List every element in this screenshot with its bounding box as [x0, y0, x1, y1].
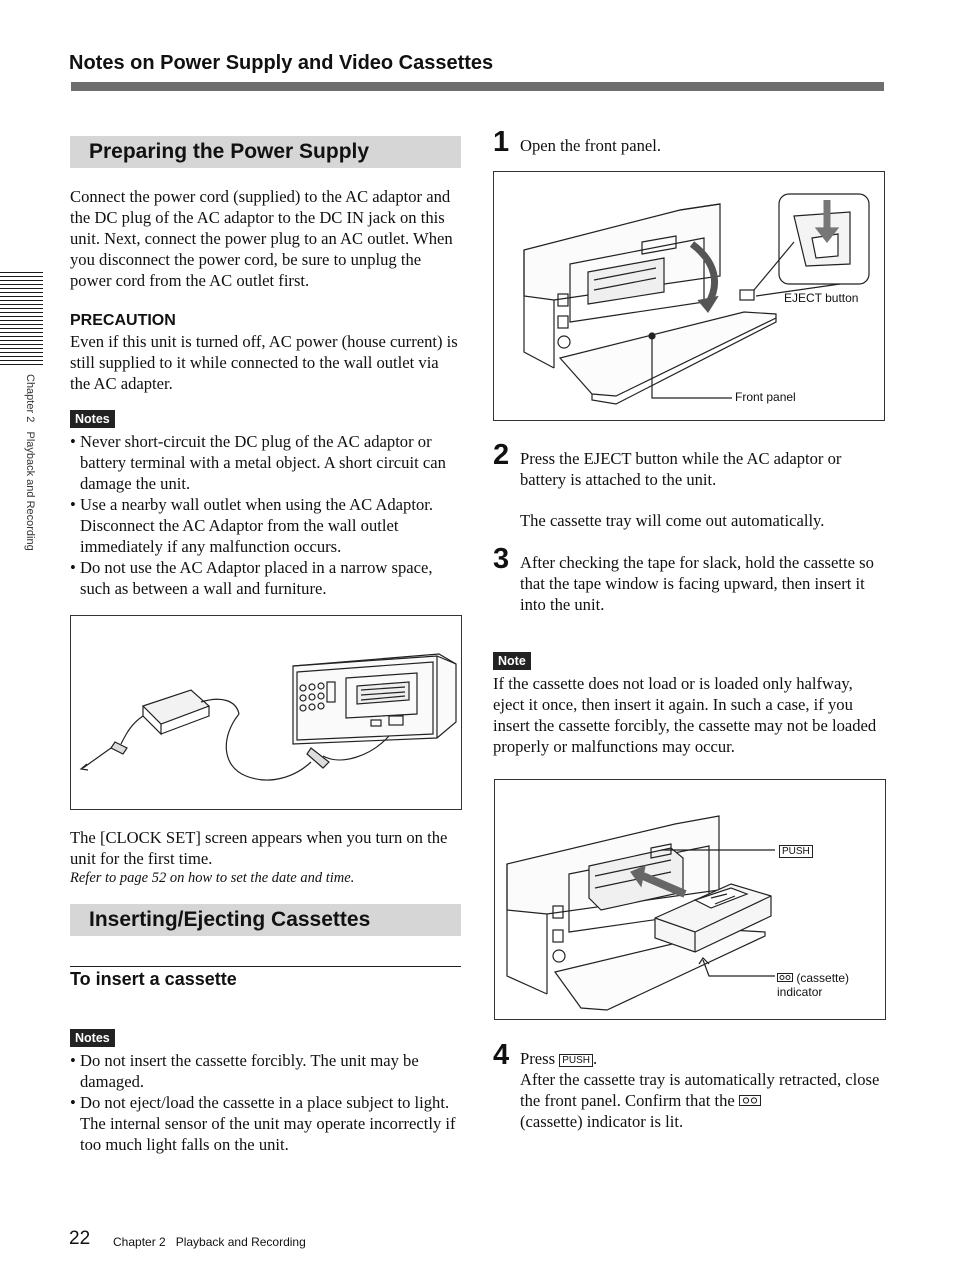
step-number-3: 3	[493, 543, 510, 575]
insert-cassette-figure	[494, 779, 886, 1020]
step-number-1: 1	[493, 126, 510, 158]
list-item: • Use a nearby wall outlet when using the AC Adaptor. Disconnect the AC Adaptor from the wall outlet immediately if any malfunction occurs.	[70, 494, 462, 557]
step-2-subtext: The cassette tray will come out automatically.	[520, 511, 825, 530]
clock-set-text: The [CLOCK SET] screen appears when you turn on the unit for the first time.	[70, 828, 448, 868]
step-number-4: 4	[493, 1039, 510, 1071]
list-item: • Do not use the AC Adaptor placed in a narrow space, such as between a wall and furniture.	[70, 557, 462, 599]
cassette-notes-list	[70, 1050, 462, 1155]
side-tab-text: Chapter 2 Playback and Recording	[24, 374, 36, 551]
clock-set-reference[interactable]: Refer to page 52 on how to set the date and time.	[70, 870, 355, 886]
title-rule	[71, 82, 884, 91]
list-item: • Do not insert the cassette forcibly. The unit may be damaged.	[70, 1050, 462, 1092]
step-4-period: .	[593, 1049, 598, 1068]
notes-badge: Notes	[70, 1029, 115, 1047]
step-4-line3: (cassette) indicator is lit.	[520, 1112, 684, 1131]
footer-chapter: Chapter 2 Playback and Recording	[113, 1235, 306, 1249]
page-number: 22	[69, 1228, 91, 1249]
ac-adaptor-illustration	[71, 616, 461, 809]
subheading-insert-cassette: To insert a cassette	[70, 969, 237, 989]
step-3-text: After checking the tape for slack, hold the cassette so that the tape window is facing upward, then insert it into the unit.	[520, 553, 874, 614]
section-heading-cassettes: Inserting/Ejecting Cassettes	[70, 904, 461, 936]
list-item: • Do not eject/load the cassette in a place subject to light. The internal sensor of the unit may operate incorrectly if too much light falls on the unit.	[70, 1092, 462, 1155]
page-title: Notes on Power Supply and Video Cassettes	[69, 52, 494, 74]
step-2-text: Press the EJECT button while the AC adaptor or battery is attached to the unit.	[520, 449, 842, 489]
step-4-press: Press	[520, 1049, 556, 1068]
push-button-icon: PUSH	[779, 845, 813, 858]
push-label	[779, 844, 813, 858]
chapter-side-tab	[0, 272, 43, 365]
note-badge: Note	[493, 652, 531, 670]
cassette-indicator-icon	[739, 1095, 761, 1106]
indicator-label-text: indicator	[777, 985, 823, 999]
step-4-line2: After the cassette tray is automatically retracted, close the front panel. Confirm that the	[520, 1070, 880, 1110]
precaution-heading: PRECAUTION	[70, 312, 176, 329]
power-notes-list	[70, 431, 462, 599]
step-number-2: 2	[493, 439, 510, 471]
cassette-indicator-label	[777, 971, 849, 999]
eject-button-label: EJECT button	[784, 291, 859, 305]
notes-badge: Notes	[70, 410, 115, 428]
cassette-indicator-icon	[777, 973, 793, 982]
list-item: • Never short-circuit the DC plug of the AC adaptor or battery terminal with a metal object. A short circuit can damage the unit.	[70, 431, 462, 494]
push-button-icon: PUSH	[559, 1054, 593, 1067]
cassette-label-text: (cassette)	[796, 971, 850, 985]
power-supply-intro: Connect the power cord (supplied) to the AC adaptor and the DC plug of the AC adaptor to the DC IN jack on this unit. Next, connect the power plug to an AC outlet. When you disconnect the power cord, be sure to unplug the power cord from the AC outlet first.	[70, 187, 453, 290]
front-panel-label: Front panel	[735, 390, 796, 404]
section-heading-power-supply: Preparing the Power Supply	[70, 136, 461, 168]
precaution-text: Even if this unit is turned off, AC power (house current) is still supplied to it while connected to the wall outlet via the AC adapter.	[70, 332, 458, 393]
open-panel-figure	[493, 171, 885, 421]
note-text: If the cassette does not load or is loaded only halfway, eject it once, then insert it again. In such a case, if you insert the cassette forcibly, the cassette may not be loaded properly or malfunctions may occur.	[493, 674, 877, 756]
step-1-text: Open the front panel.	[520, 136, 661, 155]
subheading-rule	[70, 966, 461, 967]
ac-adaptor-figure	[70, 615, 462, 810]
step-4-text	[520, 1048, 880, 1132]
